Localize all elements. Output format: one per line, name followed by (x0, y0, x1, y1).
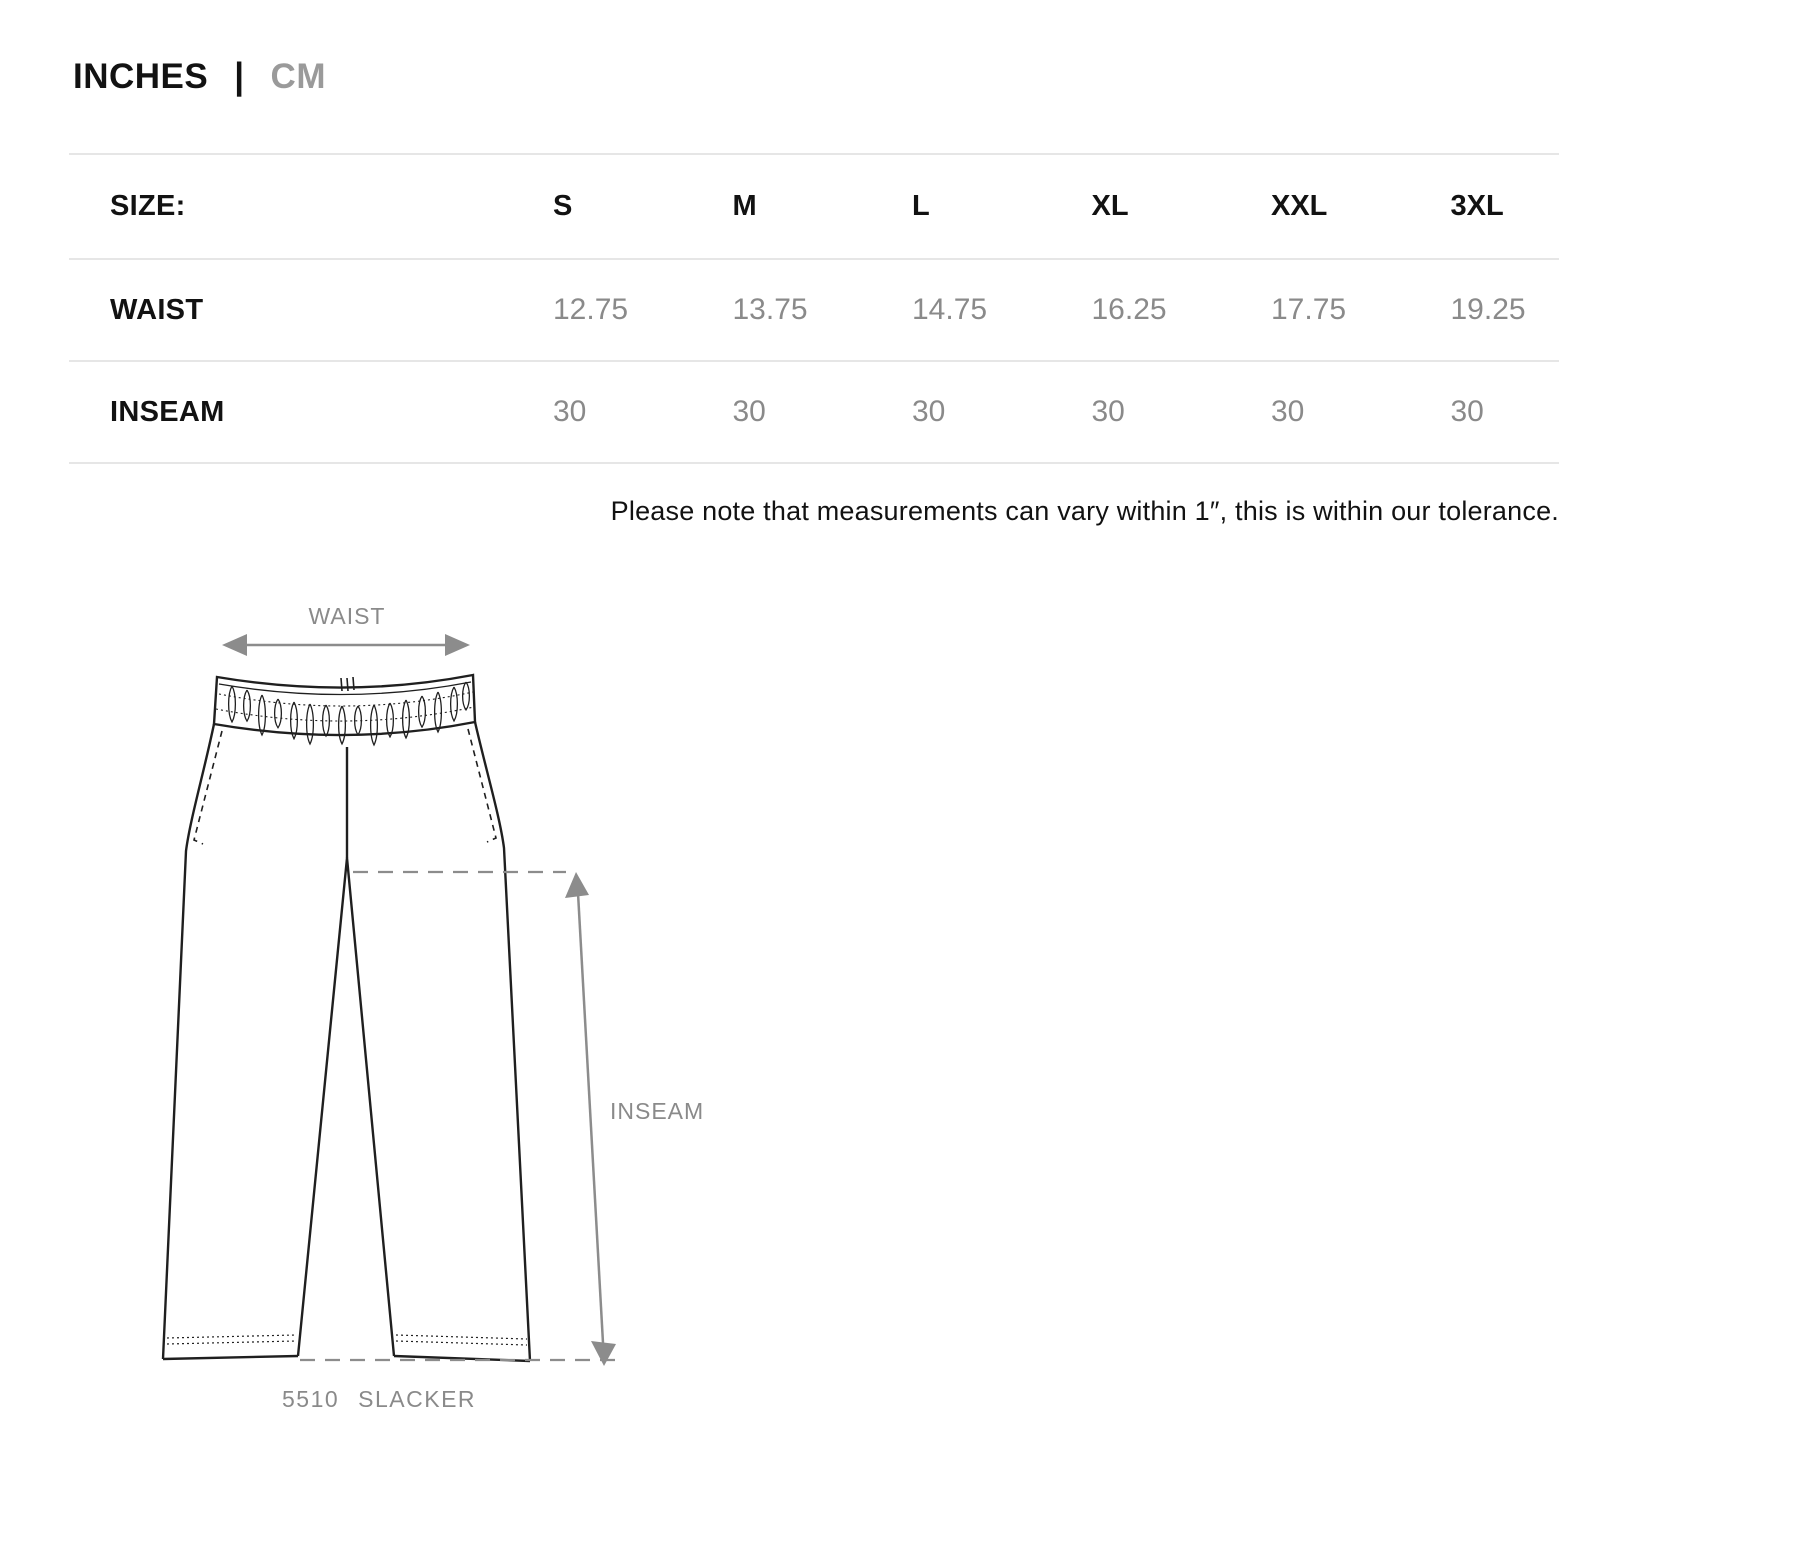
waist-value-xxl: 17.75 (1271, 293, 1347, 326)
waist-measure-arrow-icon (222, 634, 470, 656)
inseam-row-label: INSEAM (110, 395, 225, 428)
size-table-header-row (69, 153, 1559, 258)
unit-cm-button[interactable]: CM (270, 57, 326, 96)
size-table (69, 153, 1559, 464)
size-header-s: S (553, 190, 573, 222)
unit-inches-button[interactable]: INCHES (73, 57, 209, 96)
tolerance-note: Please note that measurements can vary within 1″, this is within our tolerance. (610, 496, 1559, 526)
inseam-row (69, 360, 1559, 462)
waist-value-s: 12.75 (553, 293, 629, 326)
inseam-value-l: 30 (912, 395, 946, 428)
pants-diagram (0, 520, 760, 1460)
waist-value-l: 14.75 (912, 293, 988, 326)
inseam-value-xl: 30 (1091, 395, 1125, 428)
inseam-measure-arrow-icon (565, 872, 616, 1366)
inseam-value-3xl: 30 (1450, 395, 1484, 428)
inseam-value-xxl: 30 (1271, 395, 1305, 428)
inseam-value-m: 30 (732, 395, 766, 428)
pant-body-outline (163, 722, 530, 1361)
waist-value-3xl: 19.25 (1450, 293, 1526, 326)
measure-guides (300, 872, 616, 1360)
pocket-lines (194, 729, 496, 844)
size-label: SIZE: (110, 190, 186, 222)
unit-separator: | (234, 56, 245, 97)
waist-row-label: WAIST (110, 293, 204, 326)
style-code: 5510 (282, 1386, 340, 1412)
style-caption (282, 1386, 476, 1413)
size-header-l: L (912, 190, 930, 222)
waist-value-m: 13.75 (732, 293, 808, 326)
hem-stitching (167, 1335, 527, 1345)
inseam-dimension-label: INSEAM (610, 1098, 705, 1124)
size-header-xl: XL (1091, 190, 1129, 222)
style-name: SLACKER (358, 1386, 477, 1412)
unit-toggle (73, 57, 326, 97)
inseam-value-s: 30 (553, 395, 587, 428)
pants-technical-drawing-svg (0, 520, 760, 1460)
size-header-m: M (732, 190, 757, 222)
size-header-3xl: 3XL (1450, 190, 1504, 222)
waist-value-xl: 16.25 (1091, 293, 1167, 326)
size-header-xxl: XXL (1271, 190, 1328, 222)
waist-dimension-label: WAIST (308, 603, 386, 629)
waist-row (69, 258, 1559, 360)
waistband-drawing (214, 675, 475, 745)
